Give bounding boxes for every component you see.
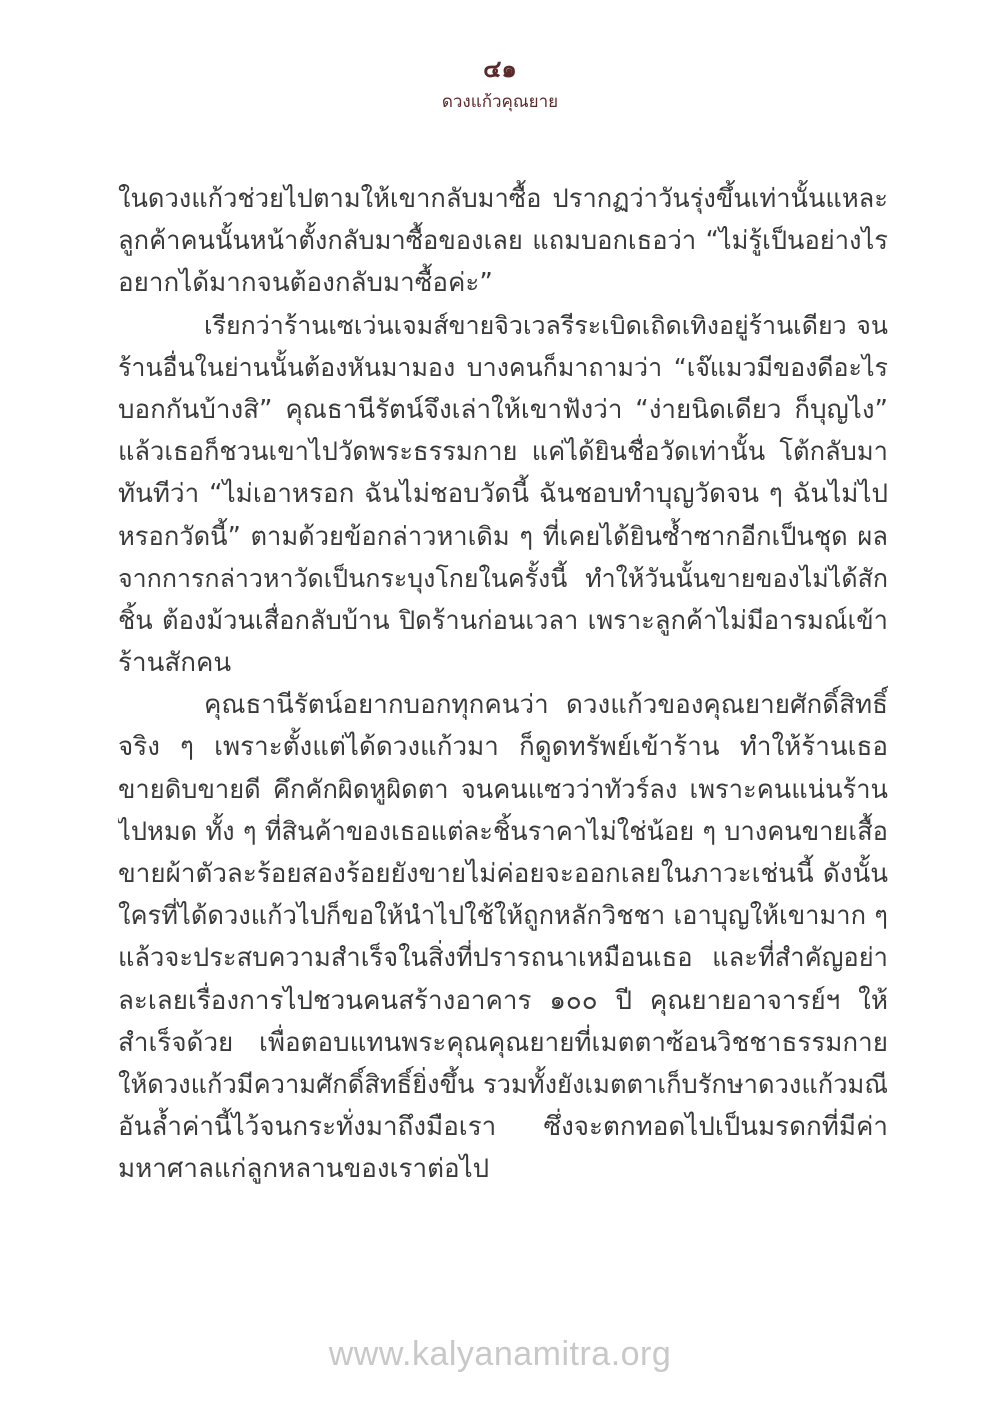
text-line: แล้วเธอก็ชวนเขาไปวัดพระธรรมกาย แค่ได้ยินชื่อวัดเท่านั้น โต้กลับมา xyxy=(118,437,888,468)
text-line: ชิ้น ต้องม้วนเสื่อกลับบ้าน ปิดร้านก่อนเวลา เพราะลูกค้าไม่มีอารมณ์เข้า xyxy=(118,605,888,636)
text-line: ใครที่ได้ดวงแก้วไปก็ขอให้นำไปใช้ให้ถูกหลักวิชชา เอาบุญให้เขามาก ๆ xyxy=(118,901,888,932)
text-line: บอกกันบ้างสิ” คุณธานีรัตน์จึงเล่าให้เขาฟังว่า “ง่ายนิดเดียว ก็บุญไง” xyxy=(118,394,888,425)
text-line: ร้านสักคน xyxy=(118,648,232,679)
text-line: ร้านอื่นในย่านนั้นต้องหันมามอง บางคนก็มาถามว่า “เจ๊แมวมีของดีอะไร xyxy=(118,352,888,382)
paragraph-first-line: เรียกว่าร้านเซเว่นเจมส์ขายจิวเวลรีระเบิดเถิดเทิงอยู่ร้านเดียว จน xyxy=(204,310,888,340)
text-line: มหาศาลแก่ลูกหลานของเราต่อไป xyxy=(118,1154,490,1185)
page-number: ๔๑ xyxy=(483,54,517,83)
text-line: ลูกค้าคนนั้นหน้าตั้งกลับมาซื้อของเลย แถมบอกเธอว่า “ไม่รู้เป็นอย่างไร xyxy=(118,226,888,257)
text-line: สำเร็จด้วย เพื่อตอบแทนพระคุณคุณยายที่เมตตาซ้อนวิชชาธรรมกาย xyxy=(118,1027,888,1058)
text-line: อยากได้มากจนต้องกลับมาซื้อค่ะ” xyxy=(118,268,493,299)
running-title: ดวงแก้วคุณยาย xyxy=(441,92,559,112)
body-text xyxy=(118,178,888,1191)
text-line: แล้วจะประสบความสำเร็จในสิ่งที่ปรารถนาเหมือนเธอ และที่สำคัญอย่า xyxy=(118,943,888,974)
text-line: ทันทีว่า “ไม่เอาหรอก ฉันไม่ชอบวัดนี้ ฉันชอบทำบุญวัดจน ๆ ฉันไม่ไป xyxy=(118,479,888,510)
paragraph-first-line: คุณธานีรัตน์อยากบอกทุกคนว่า ดวงแก้วของคุณยายศักดิ์สิทธิ์ xyxy=(204,690,888,721)
text-line: อันล้ำค่านี้ไว้จนกระทั่งมาถึงมือเรา ซึ่งจะตกทอดไปเป็นมรดกที่มีค่า xyxy=(118,1112,888,1143)
text-line: ให้ดวงแก้วมีความศักดิ์สิทธิ์ยิ่งขึ้น รวมทั้งยังเมตตาเก็บรักษาดวงแก้วมณี xyxy=(118,1069,888,1100)
text-line: ไปหมด ทั้ง ๆ ที่สินค้าของเธอแต่ละชิ้นราคาไม่ใช่น้อย ๆ บางคนขายเสื้อ xyxy=(118,816,888,847)
text-line: หรอกวัดนี้” ตามด้วยข้อกล่าวหาเดิม ๆ ที่เคยได้ยินซ้ำซากอีกเป็นชุด ผล xyxy=(118,521,888,552)
text-line: ขายดิบขายดี คึกคักผิดหูผิดตา จนคนแซวว่าทัวร์ลง เพราะคนแน่นร้าน xyxy=(118,774,888,805)
website-watermark: www.kalyanamitra.org xyxy=(328,1335,672,1373)
text-line: จากการกล่าวหาวัดเป็นกระบุงโกยในครั้งนี้ ทำให้วันนั้นขายของไม่ได้สัก xyxy=(118,563,888,593)
text-line: ในดวงแก้วช่วยไปตามให้เขากลับมาซื้อ ปรากฏว่าวันรุ่งขึ้นเท่านั้นแหละ xyxy=(118,184,888,214)
page-header xyxy=(0,52,1000,116)
text-line: ขายผ้าตัวละร้อยสองร้อยยังขายไม่ค่อยจะออกเลยในภาวะเช่นนี้ ดังนั้น xyxy=(118,859,888,889)
text-line: จริง ๆ เพราะตั้งแต่ได้ดวงแก้วมา ก็ดูดทรัพย์เข้าร้าน ทำให้ร้านเธอ xyxy=(118,732,888,763)
text-line: ละเลยเรื่องการไปชวนคนสร้างอาคาร ๑๐๐ ปี คุณยายอาจารย์ฯ ให้ xyxy=(118,985,888,1016)
